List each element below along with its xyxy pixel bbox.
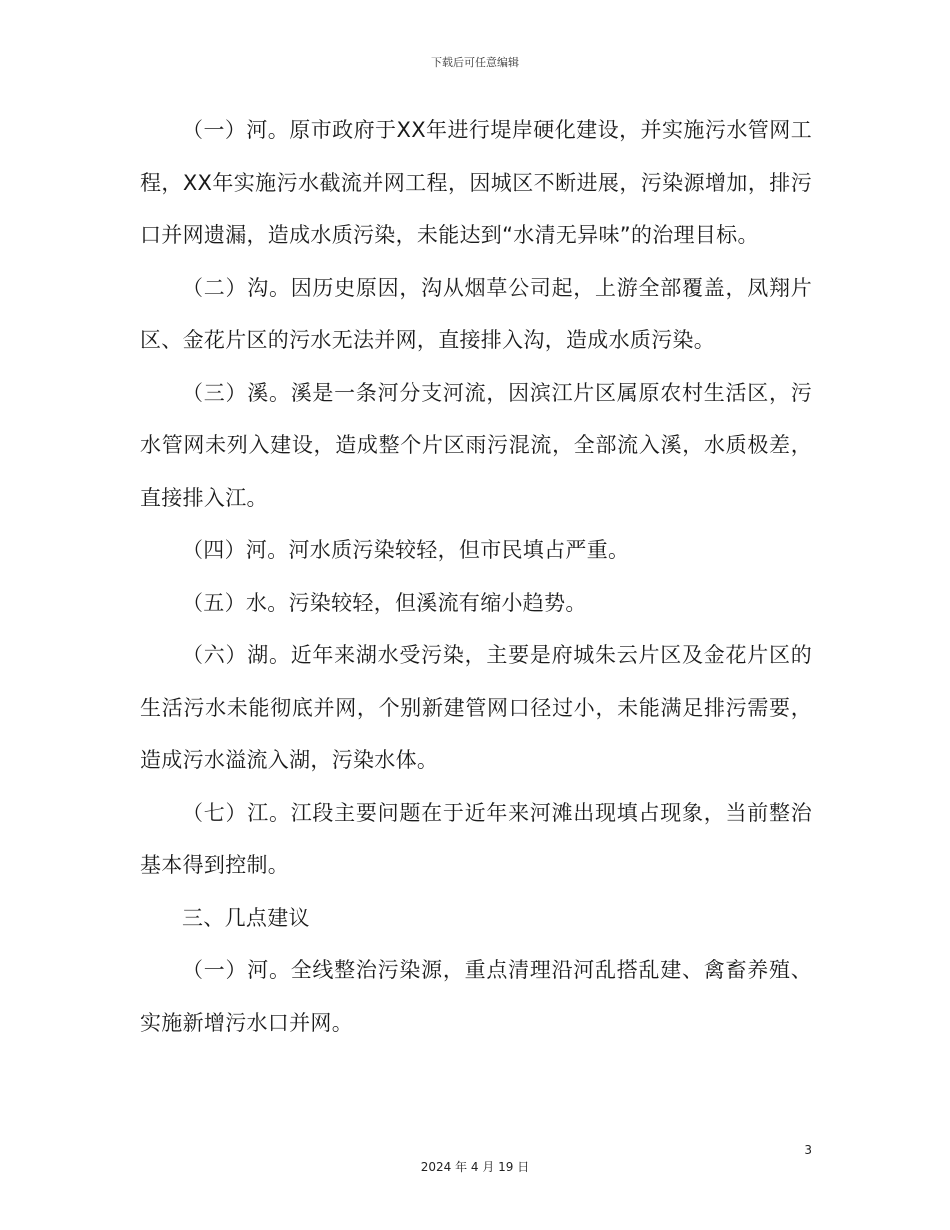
page-header: 下载后可任意编辑 <box>431 56 519 69</box>
page-number: 3 <box>804 1143 812 1157</box>
paragraph: （一）河。原市政府于XX年进行堤岸硬化建设，并实施污水管网工程，XX年实施污水截流并网工程，因城区不断进展，污染源增加，排污口并网遗漏，造成水质污染，未能达到“水清无异味”的治理目标。 <box>140 118 812 247</box>
paragraph: （七）江。江段主要问题在于近年来河滩出现填占现象，当前整治基本得到控制。 <box>140 800 812 877</box>
paragraph: （四）河。河水质污染较轻，但市民填占严重。 <box>182 538 630 562</box>
paragraph: （二）沟。因历史原因，沟从烟草公司起，上游全部覆盖，凤翔片区、金花片区的污水无法并网，直接排入沟，造成水质污染。 <box>140 275 812 352</box>
document-body <box>140 104 812 1049</box>
section-heading: 三、几点建议 <box>182 905 310 930</box>
paragraph: （五）水。污染较轻，但溪流有缩小趋势。 <box>182 590 587 615</box>
page-footer-date: 2024 年 4 月 19 日 <box>420 1160 530 1174</box>
paragraph: （六）湖。近年来湖水受污染，主要是府城朱云片区及金花片区的生活污水未能彻底并网，个别新建管网口径过小，未能满足排污需要，造成污水溢流入湖，污染水体。 <box>140 643 812 772</box>
paragraph: （一）河。全线整治污染源，重点清理沿河乱搭乱建、禽畜养殖、实施新增污水口并网。 <box>140 958 812 1035</box>
paragraph: （三）溪。溪是一条河分支河流，因滨江片区属原农村生活区，污水管网未列入建设，造成整个片区雨污混流，全部流入溪，水质极差，直接排入江。 <box>140 380 812 510</box>
